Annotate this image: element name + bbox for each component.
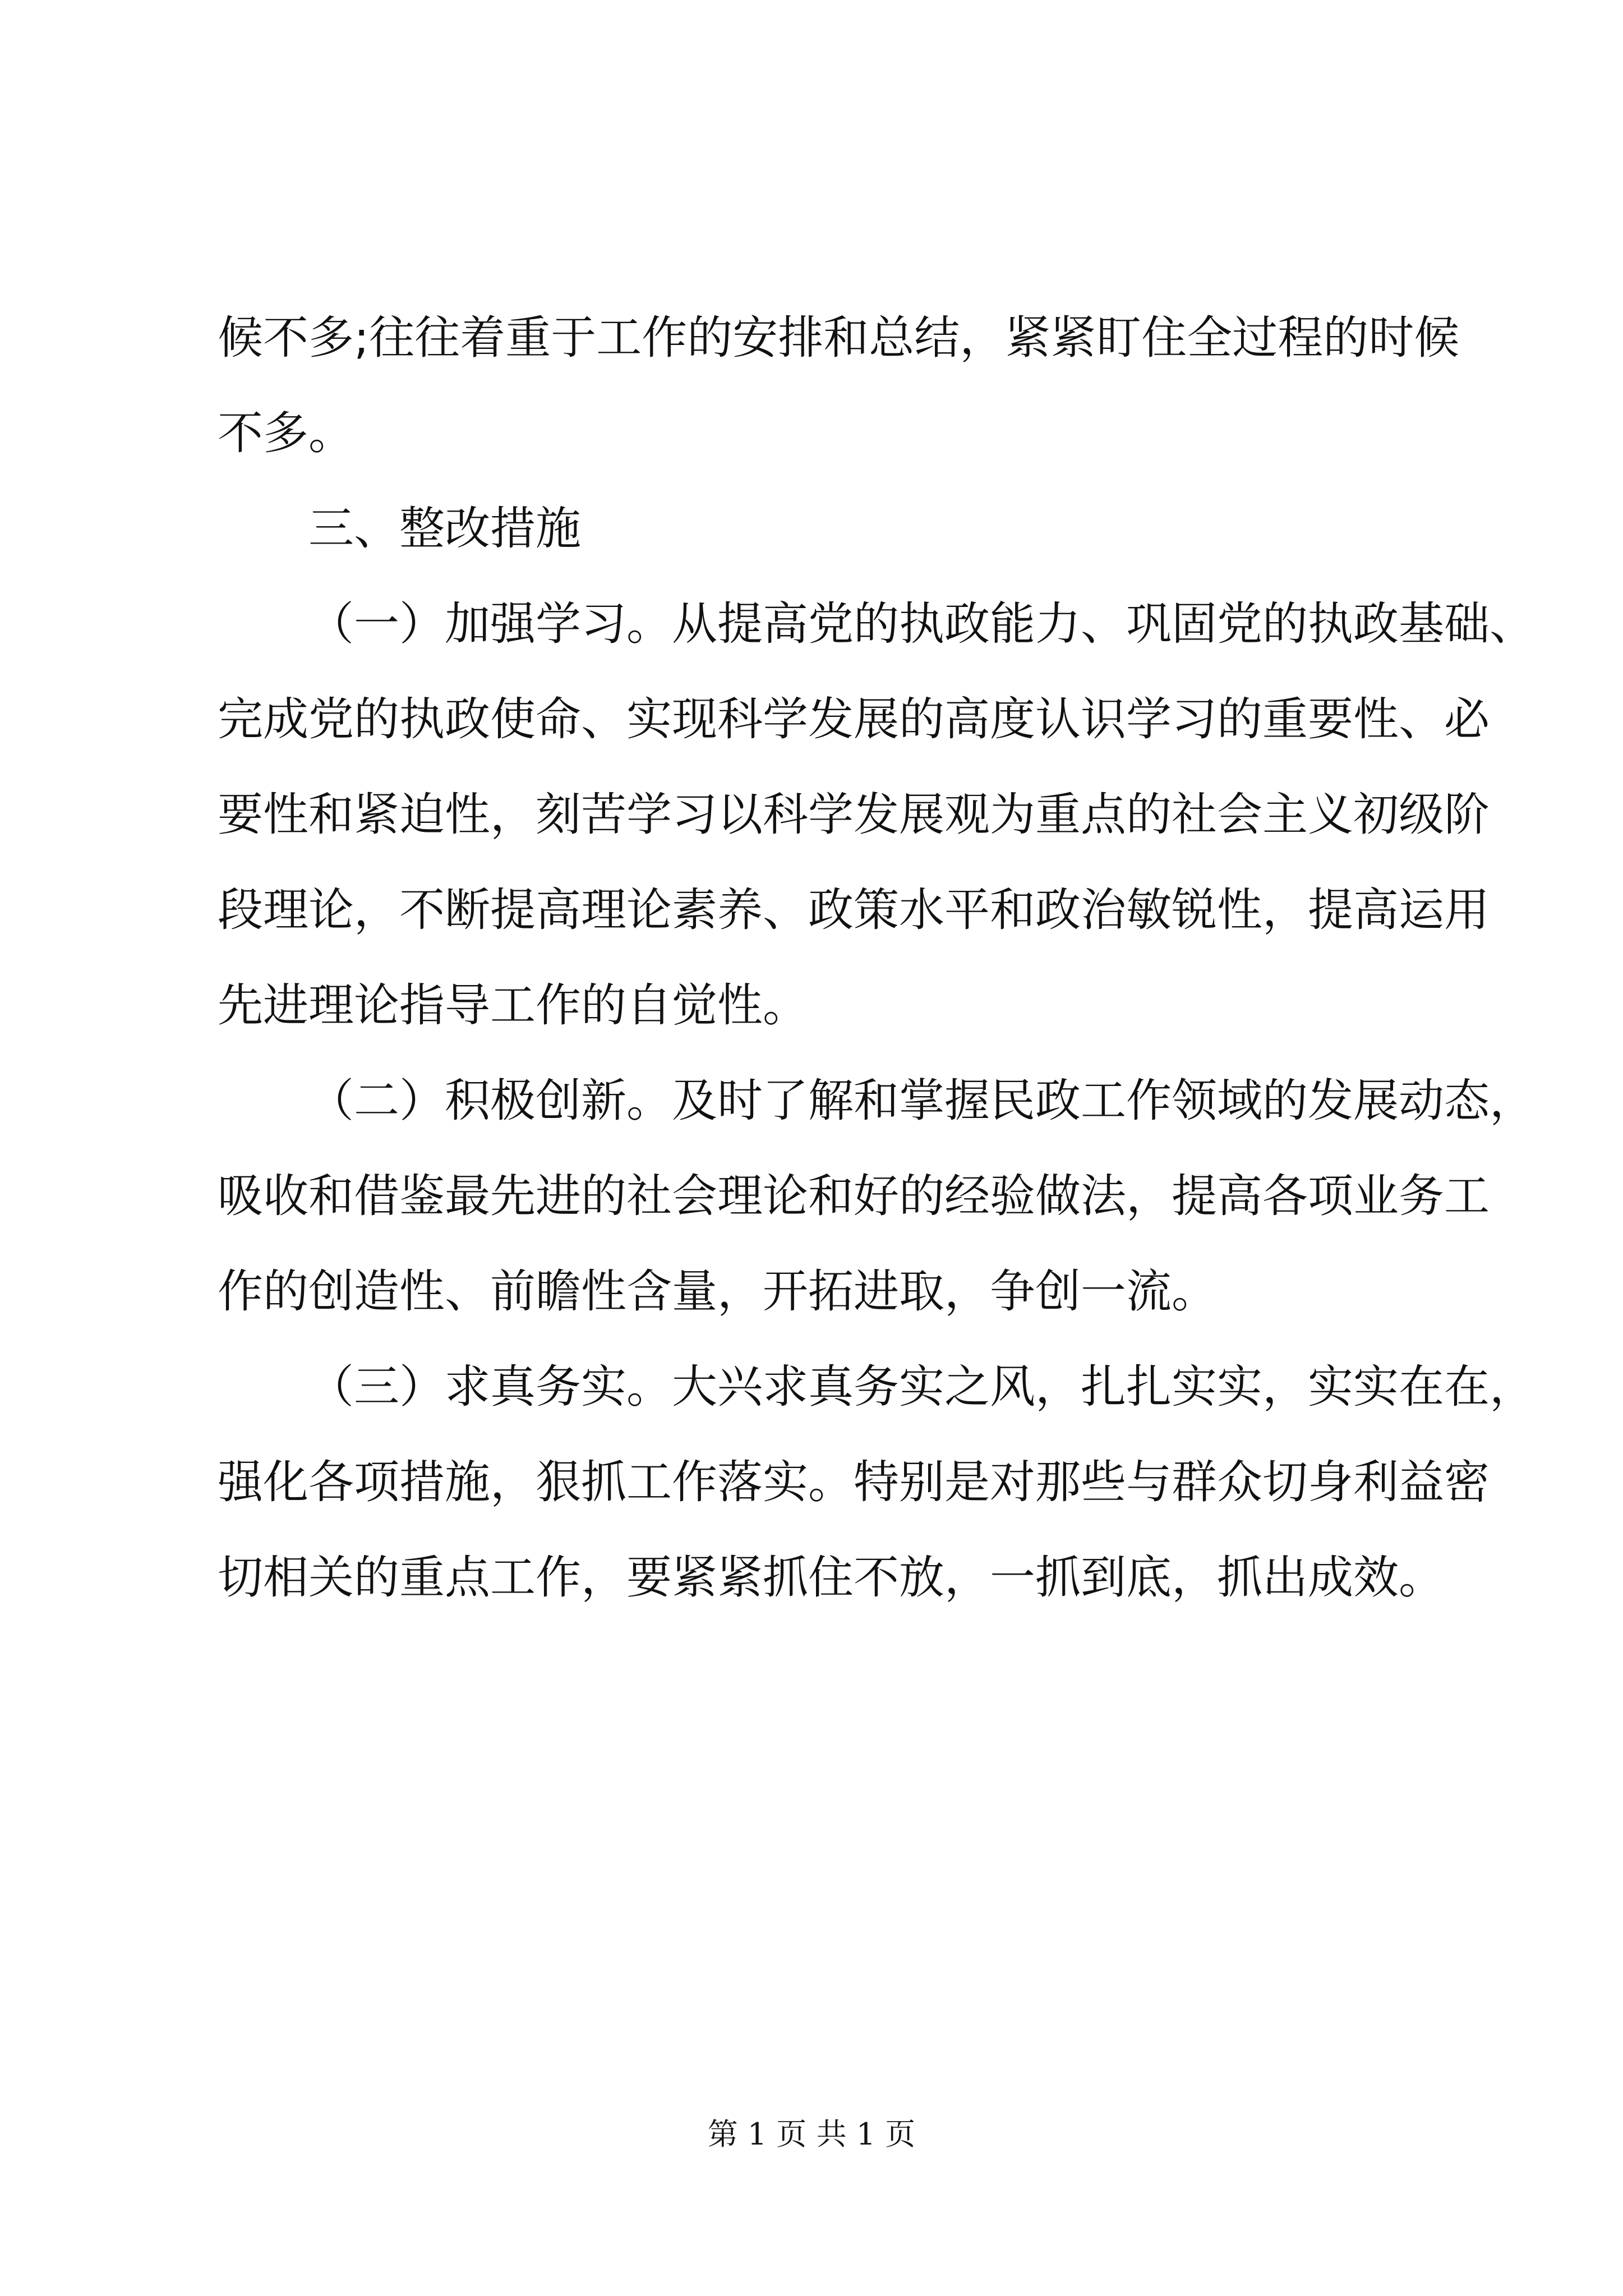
text-line: 先进理论指导工作的自觉性。 xyxy=(218,979,809,1032)
text-line: 吸收和借鉴最先进的社会理论和好的经验做法，提高各项业务工 xyxy=(218,1170,1490,1223)
text-line: 要性和紧迫性，刻苦学习以科学发展观为重点的社会主义初级阶 xyxy=(218,789,1490,841)
text-line: 强化各项措施，狠抓工作落实。特别是对那些与群众切身利益密 xyxy=(218,1456,1490,1509)
document-body xyxy=(218,291,1536,1626)
text-line: （二）积极创新。及时了解和掌握民政工作领域的发展动态， xyxy=(308,1075,1536,1128)
page-footer: 第 1 页 共 1 页 xyxy=(707,2116,916,2152)
text-line: 候不多;往往着重于工作的安排和总结，紧紧盯住全过程的时候 xyxy=(218,312,1460,365)
text-line: （三）求真务实。大兴求真务实之风，扎扎实实，实实在在， xyxy=(308,1361,1536,1414)
text-line: 完成党的执政使命、实现科学发展的高度认识学习的重要性、必 xyxy=(218,693,1490,746)
text-line: 切相关的重点工作，要紧紧抓住不放，一抓到底，抓出成效。 xyxy=(218,1552,1445,1604)
text-line: 不多。 xyxy=(218,407,354,460)
text-line: 段理论，不断提高理论素养、政策水平和政治敏锐性，提高运用 xyxy=(218,884,1490,937)
section-heading: 三、整改措施 xyxy=(308,503,582,555)
text-line: （一）加强学习。从提高党的执政能力、巩固党的执政基础、 xyxy=(308,598,1536,651)
text-line: 作的创造性、前瞻性含量，开拓进取，争创一流。 xyxy=(218,1266,1218,1318)
